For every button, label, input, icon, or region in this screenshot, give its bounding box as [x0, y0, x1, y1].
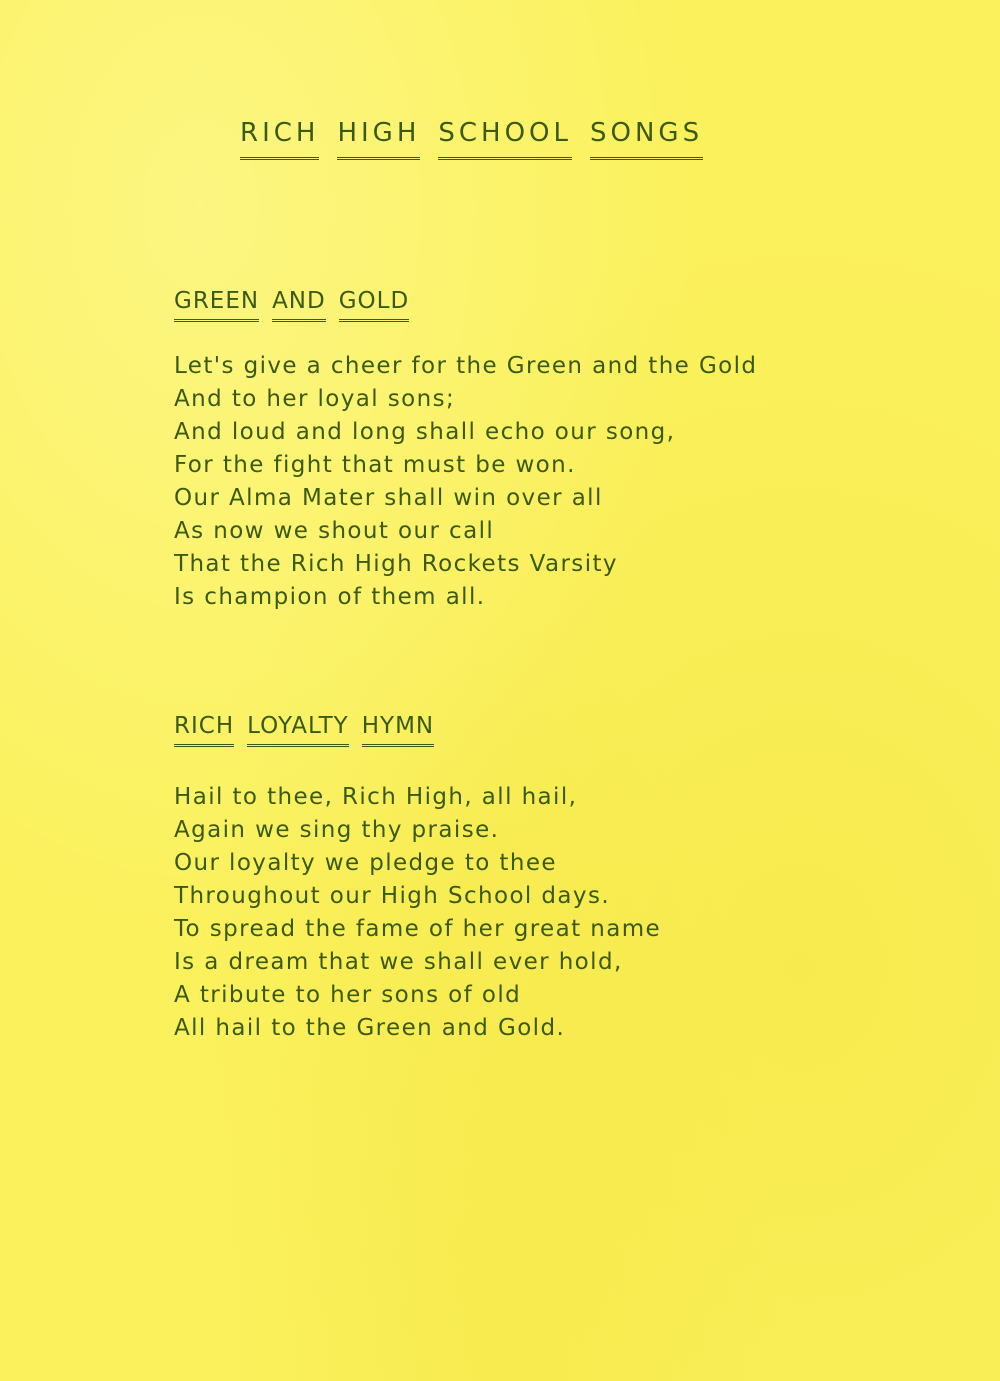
song-title — [174, 713, 954, 747]
song-lyrics — [174, 781, 954, 1045]
lyric-line: Is champion of them all. — [174, 584, 486, 610]
song-title-word: GREEN — [174, 288, 259, 322]
lyric-line: Let's give a cheer for the Green and the Gold — [174, 353, 758, 379]
lyric-line: For the fight that must be won. — [174, 452, 576, 478]
lyric-line: All hail to the Green and Gold. — [174, 1015, 566, 1041]
song-title-word: GOLD — [339, 288, 409, 322]
title-word: SCHOOL — [438, 120, 572, 160]
title-word: HIGH — [337, 120, 420, 160]
song-title-word: AND — [272, 288, 326, 322]
lyric-line: A tribute to her sons of old — [174, 982, 522, 1008]
song-lyrics — [174, 350, 954, 614]
song-rich-loyalty-hymn — [174, 713, 954, 1045]
lyric-line: That the Rich High Rockets Varsity — [174, 551, 618, 577]
lyric-line: Our Alma Mater shall win over all — [174, 485, 603, 511]
song-title — [174, 288, 954, 322]
title-word: SONGS — [590, 120, 703, 160]
lyric-line: Is a dream that we shall ever hold, — [174, 949, 623, 975]
song-title-word: HYMN — [362, 713, 434, 747]
song-green-and-gold — [174, 288, 954, 614]
lyric-line: And loud and long shall echo our song, — [174, 419, 676, 445]
lyric-line: Throughout our High School days. — [174, 883, 611, 909]
song-title-word: RICH — [174, 713, 234, 747]
lyric-line: As now we shout our call — [174, 518, 495, 544]
lyric-line: And to her loyal sons; — [174, 386, 456, 412]
lyric-line: Hail to thee, Rich High, all hail, — [174, 784, 578, 810]
title-word: RICH — [240, 120, 319, 160]
song-title-word: LOYALTY — [247, 713, 349, 747]
lyric-line: Our loyalty we pledge to thee — [174, 850, 557, 876]
lyric-line: To spread the fame of her great name — [174, 916, 662, 942]
lyric-line: Again we sing thy praise. — [174, 817, 500, 843]
page-title — [240, 120, 703, 160]
